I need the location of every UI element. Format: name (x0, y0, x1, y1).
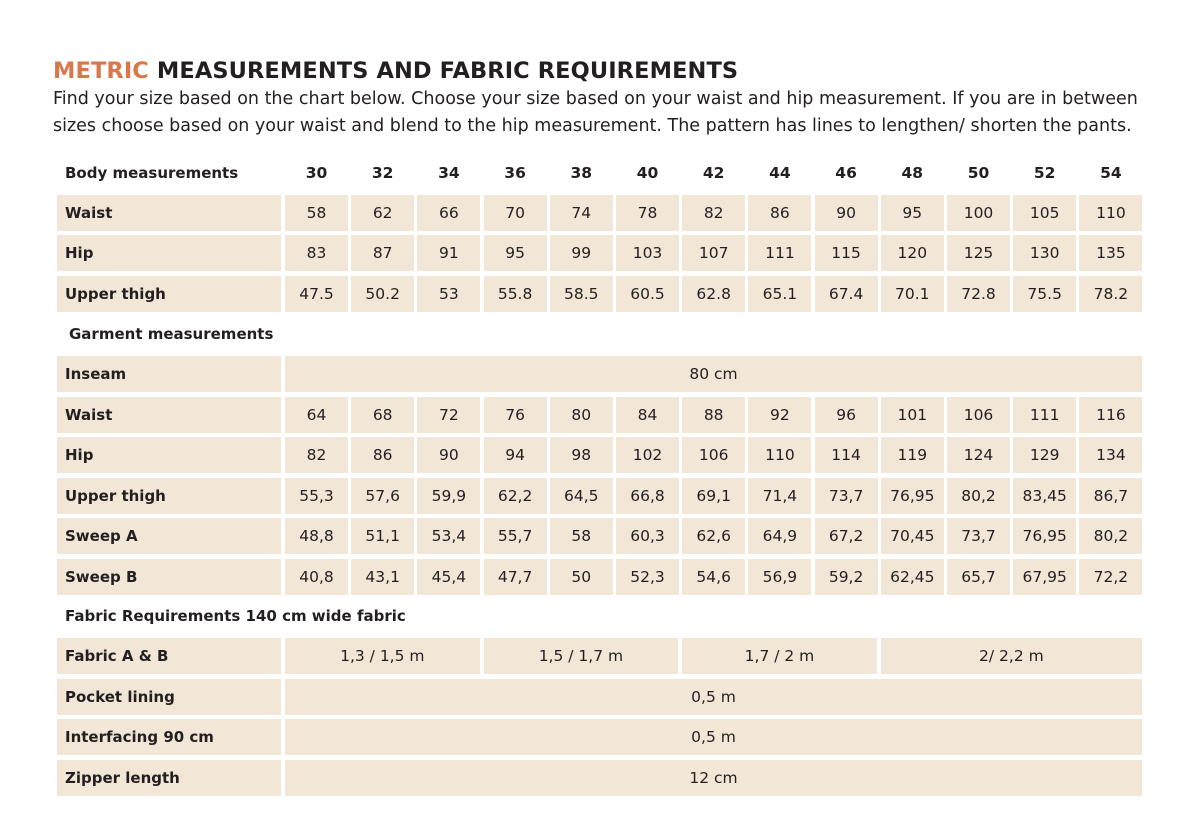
value-cell: 124 (947, 437, 1010, 473)
value-cell: 114 (815, 437, 878, 473)
value-cell: 82 (682, 195, 745, 231)
span-cell: 12 cm (285, 760, 1142, 796)
value-cell: 62.8 (682, 276, 745, 312)
row-label: Interfacing 90 cm (57, 719, 281, 755)
value-cell: 52,3 (616, 559, 679, 595)
value-cell: 59,2 (815, 559, 878, 595)
row-label: Hip (57, 437, 281, 473)
value-cell: 43,1 (351, 559, 414, 595)
value-cell: 95 (881, 195, 944, 231)
row-label: Zipper length (57, 760, 281, 796)
row-label: Upper thigh (57, 276, 281, 312)
value-cell: 59,9 (417, 478, 480, 514)
size-header: 52 (1033, 164, 1056, 182)
size-header: 54 (1100, 164, 1122, 182)
value-cell: 80,2 (947, 478, 1010, 514)
value-cell: 106 (682, 437, 745, 473)
value-cell: 68 (351, 397, 414, 433)
value-cell: 56,9 (748, 559, 811, 595)
value-cell: 47,7 (484, 559, 547, 595)
value-cell: 106 (947, 397, 1010, 433)
value-cell: 110 (748, 437, 811, 473)
value-cell: 95 (484, 235, 547, 271)
value-cell: 74 (550, 195, 613, 231)
value-cell: 58.5 (550, 276, 613, 312)
intro-text: Find your size based on the chart below. Choose your size based on your waist and hip measurement. If you are in between sizes choose based on your waist and blend to the hip measurement. The pattern has lines to lengthen/ shorten the pants. (53, 89, 1138, 136)
value-cell: 67,95 (1013, 559, 1076, 595)
size-header: 50 (967, 164, 990, 182)
value-cell: 87 (351, 235, 414, 271)
value-cell: 92 (748, 397, 811, 433)
value-cell: 78.2 (1079, 276, 1142, 312)
garment-row (57, 559, 1142, 595)
value-cell: 72 (417, 397, 480, 433)
value-cell: 100 (947, 195, 1010, 231)
value-cell: 72,2 (1079, 559, 1142, 595)
row-label: Hip (57, 235, 281, 271)
value-cell: 60,3 (616, 518, 679, 554)
size-header: 34 (438, 164, 460, 182)
page-title (53, 58, 738, 84)
value-cell: 134 (1079, 437, 1142, 473)
value-cell: 80,2 (1079, 518, 1142, 554)
value-cell: 48,8 (285, 518, 348, 554)
row-label: Waist (57, 195, 281, 231)
fabric-group-cell: 1,3 / 1,5 m (285, 638, 480, 674)
garment-row (57, 518, 1142, 554)
value-cell: 65.1 (748, 276, 811, 312)
value-cell: 76 (484, 397, 547, 433)
garment-row (57, 478, 1142, 514)
header-label: Body measurements (65, 164, 239, 182)
value-cell: 70,45 (881, 518, 944, 554)
value-cell: 83,45 (1013, 478, 1076, 514)
value-cell: 64,5 (550, 478, 613, 514)
value-cell: 82 (285, 437, 348, 473)
size-header: 32 (371, 164, 394, 182)
size-header: 42 (702, 164, 725, 182)
value-cell: 116 (1079, 397, 1142, 433)
value-cell: 90 (417, 437, 480, 473)
value-cell: 70 (484, 195, 547, 231)
value-cell: 86 (748, 195, 811, 231)
fabric-group-cell: 1,7 / 2 m (682, 638, 877, 674)
value-cell: 105 (1013, 195, 1076, 231)
row-label: Pocket lining (57, 679, 281, 715)
value-cell: 110 (1079, 195, 1142, 231)
row-label: Inseam (57, 356, 281, 392)
value-cell: 86,7 (1079, 478, 1142, 514)
value-cell: 47.5 (285, 276, 348, 312)
value-cell: 111 (748, 235, 811, 271)
garment-row (57, 397, 1142, 433)
value-cell: 67,2 (815, 518, 878, 554)
size-header: 30 (305, 164, 328, 182)
value-cell: 102 (616, 437, 679, 473)
value-cell: 94 (484, 437, 547, 473)
span-cell: 0,5 m (285, 719, 1142, 755)
value-cell: 129 (1013, 437, 1076, 473)
value-cell: 73,7 (815, 478, 878, 514)
value-cell: 96 (815, 397, 878, 433)
value-cell: 58 (285, 195, 348, 231)
value-cell: 80 (550, 397, 613, 433)
value-cell: 88 (682, 397, 745, 433)
value-cell: 62,2 (484, 478, 547, 514)
size-header: 48 (901, 164, 924, 182)
span-cell: 80 cm (285, 356, 1142, 392)
body-row (57, 195, 1142, 231)
fabric-ab-row (57, 638, 1142, 674)
value-cell: 76,95 (1013, 518, 1076, 554)
value-cell: 130 (1013, 235, 1076, 271)
fabric-single-row (57, 679, 1142, 715)
fabric-single-row (57, 719, 1142, 755)
row-label: Fabric A & B (57, 638, 281, 674)
value-cell: 70.1 (881, 276, 944, 312)
row-label: Waist (57, 397, 281, 433)
value-cell: 64,9 (748, 518, 811, 554)
row-label: Sweep B (57, 559, 281, 595)
value-cell: 125 (947, 235, 1010, 271)
garment-row (57, 437, 1142, 473)
body-row (57, 235, 1142, 271)
value-cell: 101 (881, 397, 944, 433)
value-cell: 53,4 (417, 518, 480, 554)
value-cell: 57,6 (351, 478, 414, 514)
value-cell: 62,45 (881, 559, 944, 595)
value-cell: 90 (815, 195, 878, 231)
value-cell: 98 (550, 437, 613, 473)
value-cell: 75.5 (1013, 276, 1076, 312)
value-cell: 103 (616, 235, 679, 271)
value-cell: 71,4 (748, 478, 811, 514)
value-cell: 62,6 (682, 518, 745, 554)
size-header: 44 (769, 164, 791, 182)
body-row (57, 276, 1142, 312)
value-cell: 55,7 (484, 518, 547, 554)
value-cell: 62 (351, 195, 414, 231)
row-label: Sweep A (57, 518, 281, 554)
value-cell: 53 (417, 276, 480, 312)
value-cell: 65,7 (947, 559, 1010, 595)
value-cell: 55,3 (285, 478, 348, 514)
value-cell: 50.2 (351, 276, 414, 312)
value-cell: 135 (1079, 235, 1142, 271)
value-cell: 64 (285, 397, 348, 433)
value-cell: 73,7 (947, 518, 1010, 554)
fabric-single-row (57, 760, 1142, 796)
value-cell: 120 (881, 235, 944, 271)
value-cell: 50 (550, 559, 613, 595)
value-cell: 40,8 (285, 559, 348, 595)
value-cell: 55.8 (484, 276, 547, 312)
value-cell: 45,4 (417, 559, 480, 595)
value-cell: 66,8 (616, 478, 679, 514)
fabric-group-cell: 2/ 2,2 m (881, 638, 1142, 674)
value-cell: 78 (616, 195, 679, 231)
size-header: 40 (636, 164, 659, 182)
value-cell: 83 (285, 235, 348, 271)
value-cell: 76,95 (881, 478, 944, 514)
title-rest: MEASUREMENTS AND FABRIC REQUIREMENTS (148, 58, 739, 84)
size-header: 36 (504, 164, 526, 182)
size-header: 46 (835, 164, 857, 182)
value-cell: 67.4 (815, 276, 878, 312)
inseam-row (57, 356, 1142, 392)
value-cell: 119 (881, 437, 944, 473)
value-cell: 111 (1013, 397, 1076, 433)
fabric-group-cell: 1,5 / 1,7 m (484, 638, 679, 674)
value-cell: 86 (351, 437, 414, 473)
value-cell: 84 (616, 397, 679, 433)
value-cell: 72.8 (947, 276, 1010, 312)
value-cell: 91 (417, 235, 480, 271)
row-label: Upper thigh (57, 478, 281, 514)
value-cell: 58 (550, 518, 613, 554)
value-cell: 69,1 (682, 478, 745, 514)
value-cell: 99 (550, 235, 613, 271)
value-cell: 60.5 (616, 276, 679, 312)
size-header: 38 (570, 164, 593, 182)
value-cell: 51,1 (351, 518, 414, 554)
garment-label: Garment measurements (69, 325, 274, 343)
value-cell: 115 (815, 235, 878, 271)
fabric-label: Fabric Requirements 140 cm wide fabric (65, 607, 406, 625)
value-cell: 107 (682, 235, 745, 271)
value-cell: 66 (417, 195, 480, 231)
title-accent: METRIC (53, 58, 149, 84)
value-cell: 54,6 (682, 559, 745, 595)
span-cell: 0,5 m (285, 679, 1142, 715)
